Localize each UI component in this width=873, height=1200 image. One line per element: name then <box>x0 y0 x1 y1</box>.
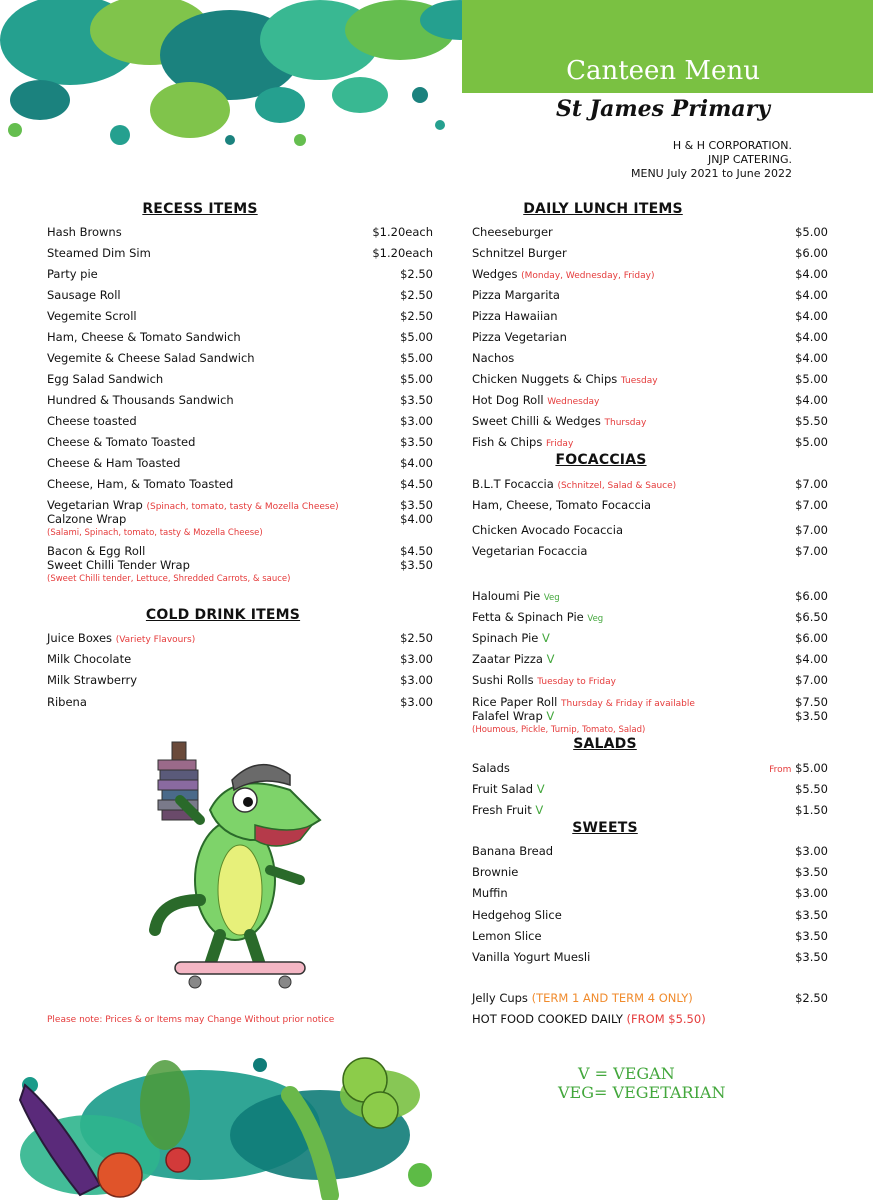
item-price: $2.50 <box>400 288 433 302</box>
menu-item-row <box>472 498 828 518</box>
item-name: Brownie <box>472 865 519 879</box>
menu-item-row <box>47 351 433 371</box>
item-name: Vegemite & Cheese Salad Sandwich <box>47 351 255 365</box>
item-note: Friday <box>546 439 574 449</box>
item-name: Hot Dog Roll <box>472 393 544 407</box>
item-name: Rice Paper Roll <box>472 695 558 709</box>
item-price: $4.00 <box>795 309 828 323</box>
vegan-tag: V <box>546 709 555 723</box>
item-price: $3.50 <box>400 435 433 449</box>
item-name: Vegemite Scroll <box>47 309 137 323</box>
item-price: $4.00 <box>795 267 828 281</box>
item-name: Vegetarian Wrap <box>47 498 143 512</box>
item-note: Wednesday <box>547 397 600 407</box>
menu-item-row <box>472 929 828 949</box>
salads-heading: SALADS <box>573 736 637 752</box>
item-price: $5.00 <box>795 372 828 386</box>
item-price: $4.00 <box>400 512 433 526</box>
item-price: $7.50 <box>795 695 828 709</box>
item-note: Tuesday <box>620 376 658 386</box>
item-name: Vanilla Yogurt Muesli <box>472 950 591 964</box>
item-price: $7.00 <box>795 498 828 512</box>
item-price: $3.00 <box>400 652 433 666</box>
vegetarian-tag: Veg <box>543 593 560 603</box>
menu-item-row <box>472 865 828 885</box>
item-price: $4.00 <box>400 456 433 470</box>
item-price: $4.00 <box>795 393 828 407</box>
item-name: Ham, Cheese & Tomato Sandwich <box>47 330 241 344</box>
item-price: $5.00 <box>795 761 828 775</box>
jelly-cups-row <box>472 991 828 1011</box>
item-price: $2.50 <box>400 631 433 645</box>
corp-line: H & H CORPORATION. <box>672 139 792 152</box>
item-name: Sushi Rolls <box>472 673 534 687</box>
item-name: Pizza Margarita <box>472 288 560 302</box>
item-price: $4.00 <box>795 288 828 302</box>
menu-item-row <box>472 610 828 630</box>
item-price: $3.00 <box>795 844 828 858</box>
menu-item-row <box>47 456 433 476</box>
menu-item-row <box>47 246 433 266</box>
item-name: Steamed Dim Sim <box>47 246 151 260</box>
item-name: Juice Boxes <box>47 631 113 645</box>
item-name: Cheese & Tomato Toasted <box>47 435 196 449</box>
item-note: (Variety Flavours) <box>115 635 196 645</box>
daily-lunch-heading: DAILY LUNCH ITEMS <box>523 201 683 217</box>
menu-item-row <box>47 631 433 651</box>
item-note: (TERM 1 AND TERM 4 ONLY) <box>531 991 693 1005</box>
item-name: Sweet Chilli Tender Wrap <box>47 558 190 572</box>
menu-item-row <box>47 225 433 245</box>
item-note: (FROM $5.50) <box>626 1012 706 1026</box>
item-price: $1.20each <box>372 225 433 239</box>
item-price: $2.50 <box>795 991 828 1005</box>
item-ingredients: (Houmous, Pickle, Turnip, Tomato, Salad) <box>472 725 646 735</box>
menu-item-row <box>47 477 433 497</box>
item-name: Cheese, Ham, & Tomato Toasted <box>47 477 234 491</box>
vegan-tag: V <box>546 652 555 666</box>
item-price: $5.50 <box>795 414 828 428</box>
item-name: Haloumi Pie <box>472 589 541 603</box>
item-name: Milk Strawberry <box>47 673 138 687</box>
menu-item-row <box>472 782 828 802</box>
item-note: Thursday <box>604 418 647 428</box>
menu-item-row <box>472 709 828 735</box>
item-name: Fresh Fruit <box>472 803 532 817</box>
item-name: Spinach Pie <box>472 631 539 645</box>
item-price: $6.50 <box>795 610 828 624</box>
item-price: $7.00 <box>795 523 828 537</box>
menu-item-row <box>472 523 828 543</box>
item-price: $7.00 <box>795 673 828 687</box>
item-price: $3.50 <box>400 498 433 512</box>
item-name: Pizza Hawaiian <box>472 309 558 323</box>
menu-item-row <box>472 673 828 693</box>
item-price: $4.00 <box>795 330 828 344</box>
legend-vegetarian: VEG= VEGETARIAN <box>558 1083 726 1102</box>
menu-item-row <box>472 372 828 392</box>
corp-line: MENU July 2021 to June 2022 <box>631 167 792 180</box>
menu-item-row <box>472 330 828 350</box>
item-price: $3.50 <box>795 865 828 879</box>
item-price: $3.50 <box>795 709 828 723</box>
focaccias-heading: FOCACCIAS <box>555 452 647 468</box>
item-price: $5.00 <box>795 435 828 449</box>
vegan-tag: V <box>535 803 544 817</box>
item-name: Vegetarian Focaccia <box>472 544 588 558</box>
menu-item-row <box>472 288 828 308</box>
item-name: Cheese & Ham Toasted <box>47 456 181 470</box>
item-price: $5.00 <box>795 225 828 239</box>
menu-item-row <box>472 351 828 371</box>
item-price: $5.00 <box>400 351 433 365</box>
item-name: Egg Salad Sandwich <box>47 372 164 386</box>
menu-item-row <box>47 372 433 392</box>
item-name: Ribena <box>47 695 87 709</box>
item-price: $3.50 <box>795 908 828 922</box>
menu-item-row <box>47 393 433 413</box>
menu-item-row <box>47 330 433 350</box>
item-price: $3.50 <box>795 929 828 943</box>
item-price: $3.00 <box>795 886 828 900</box>
from-label: From <box>769 765 792 775</box>
menu-item-row <box>472 761 828 781</box>
menu-item-row <box>47 695 433 715</box>
item-price: $3.00 <box>400 414 433 428</box>
menu-item-row <box>472 267 828 287</box>
item-name: HOT FOOD COOKED DAILY <box>472 1012 623 1026</box>
vegan-tag: V <box>536 782 545 796</box>
item-price: $4.00 <box>795 652 828 666</box>
item-name: Sausage Roll <box>47 288 121 302</box>
item-price: $1.50 <box>795 803 828 817</box>
price-disclaimer: Please note: Prices & or Items may Change Without prior notice <box>47 1015 335 1025</box>
item-name: Cheeseburger <box>472 225 553 239</box>
item-price: $4.00 <box>795 351 828 365</box>
item-name: Chicken Avocado Focaccia <box>472 523 623 537</box>
menu-item-row <box>47 267 433 287</box>
menu-title: Canteen Menu <box>566 56 760 86</box>
item-name: B.L.T Focaccia <box>472 477 554 491</box>
item-price: $5.50 <box>795 782 828 796</box>
item-price: $3.00 <box>400 673 433 687</box>
crocodile-mascot-illustration <box>140 730 340 1000</box>
item-name: Sweet Chilli & Wedges <box>472 414 601 428</box>
item-name: Ham, Cheese, Tomato Focaccia <box>472 498 652 512</box>
corporation-info <box>520 139 792 181</box>
menu-item-row <box>472 950 828 970</box>
menu-item-row <box>47 512 433 538</box>
menu-item-row <box>47 558 433 584</box>
item-name: Salads <box>472 761 510 775</box>
item-name: Pizza Vegetarian <box>472 330 567 344</box>
school-name: St James Primary <box>555 96 771 122</box>
item-name: Banana Bread <box>472 844 554 858</box>
item-name: Fetta & Spinach Pie <box>472 610 584 624</box>
menu-item-row <box>472 844 828 864</box>
item-price: $4.50 <box>400 477 433 491</box>
corp-line: JNJP CATERING. <box>707 153 792 166</box>
item-name: Fish & Chips <box>472 435 543 449</box>
menu-item-row <box>472 589 828 609</box>
item-price: $1.20each <box>372 246 433 260</box>
item-price: $4.50 <box>400 544 433 558</box>
menu-item-row <box>472 631 828 651</box>
item-price: $2.50 <box>400 267 433 281</box>
item-name: Schnitzel Burger <box>472 246 567 260</box>
item-name: Nachos <box>472 351 515 365</box>
item-price: $6.00 <box>795 589 828 603</box>
menu-item-row <box>472 652 828 672</box>
item-ingredients: (Sweet Chilli tender, Lettuce, Shredded Carrots, & sauce) <box>47 574 291 584</box>
item-name: Chicken Nuggets & Chips <box>472 372 618 386</box>
item-name: Hundred & Thousands Sandwich <box>47 393 234 407</box>
item-name: Party pie <box>47 267 98 281</box>
item-price: $3.00 <box>400 695 433 709</box>
item-price: $3.50 <box>795 950 828 964</box>
menu-item-row <box>47 652 433 672</box>
menu-item-row <box>47 673 433 693</box>
menu-item-row <box>472 477 828 497</box>
menu-item-row <box>47 414 433 434</box>
item-price: $5.00 <box>400 372 433 386</box>
hot-food-row <box>472 1012 828 1032</box>
item-note: (Monday, Wednesday, Friday) <box>521 271 655 281</box>
menu-item-row <box>472 544 828 564</box>
item-name: Jelly Cups <box>472 991 528 1005</box>
legend-vegan: V = VEGAN <box>578 1064 675 1083</box>
cold-drinks-heading: COLD DRINK ITEMS <box>145 607 301 623</box>
menu-item-row <box>472 414 828 434</box>
item-name: Muffin <box>472 886 508 900</box>
item-name: Zaatar Pizza <box>472 652 543 666</box>
item-name: Wedges <box>472 267 518 281</box>
item-note: (Spinach, tomato, tasty & Mozella Cheese) <box>146 502 339 512</box>
menu-item-row <box>47 309 433 329</box>
menu-item-row <box>472 908 828 928</box>
menu-item-row <box>472 393 828 413</box>
item-price: $7.00 <box>795 477 828 491</box>
menu-item-row <box>472 246 828 266</box>
item-name: Bacon & Egg Roll <box>47 544 146 558</box>
item-price: $5.00 <box>400 330 433 344</box>
item-name: Falafel Wrap <box>472 709 543 723</box>
menu-item-row <box>472 309 828 329</box>
vegan-tag: V <box>542 631 550 645</box>
vegetarian-tag: Veg <box>587 614 604 624</box>
item-price: $3.50 <box>400 393 433 407</box>
item-name: Hash Browns <box>47 225 122 239</box>
item-name: Cheese toasted <box>47 414 137 428</box>
item-price: $6.00 <box>795 246 828 260</box>
item-name: Calzone Wrap <box>47 512 127 526</box>
item-note: Tuesday to Friday <box>537 677 616 687</box>
item-price: $2.50 <box>400 309 433 323</box>
menu-item-row <box>472 886 828 906</box>
item-note: Thursday & Friday if available <box>561 699 695 709</box>
vegetables-splash-bottom-decoration <box>0 1025 873 1200</box>
item-price: $3.50 <box>400 558 433 572</box>
recess-heading: RECESS ITEMS <box>142 201 258 217</box>
menu-item-row <box>472 225 828 245</box>
item-name: Hedgehog Slice <box>472 908 562 922</box>
item-name: Lemon Slice <box>472 929 542 943</box>
menu-item-row <box>47 288 433 308</box>
item-price: $7.00 <box>795 544 828 558</box>
item-name: Fruit Salad <box>472 782 534 796</box>
item-name: Milk Chocolate <box>47 652 132 666</box>
item-note: (Schnitzel, Salad & Sauce) <box>557 481 677 491</box>
sweets-heading: SWEETS <box>572 820 638 836</box>
menu-item-row <box>47 435 433 455</box>
item-ingredients: (Salami, Spinach, tomato, tasty & Mozella Cheese) <box>47 528 263 538</box>
item-price: $6.00 <box>795 631 828 645</box>
